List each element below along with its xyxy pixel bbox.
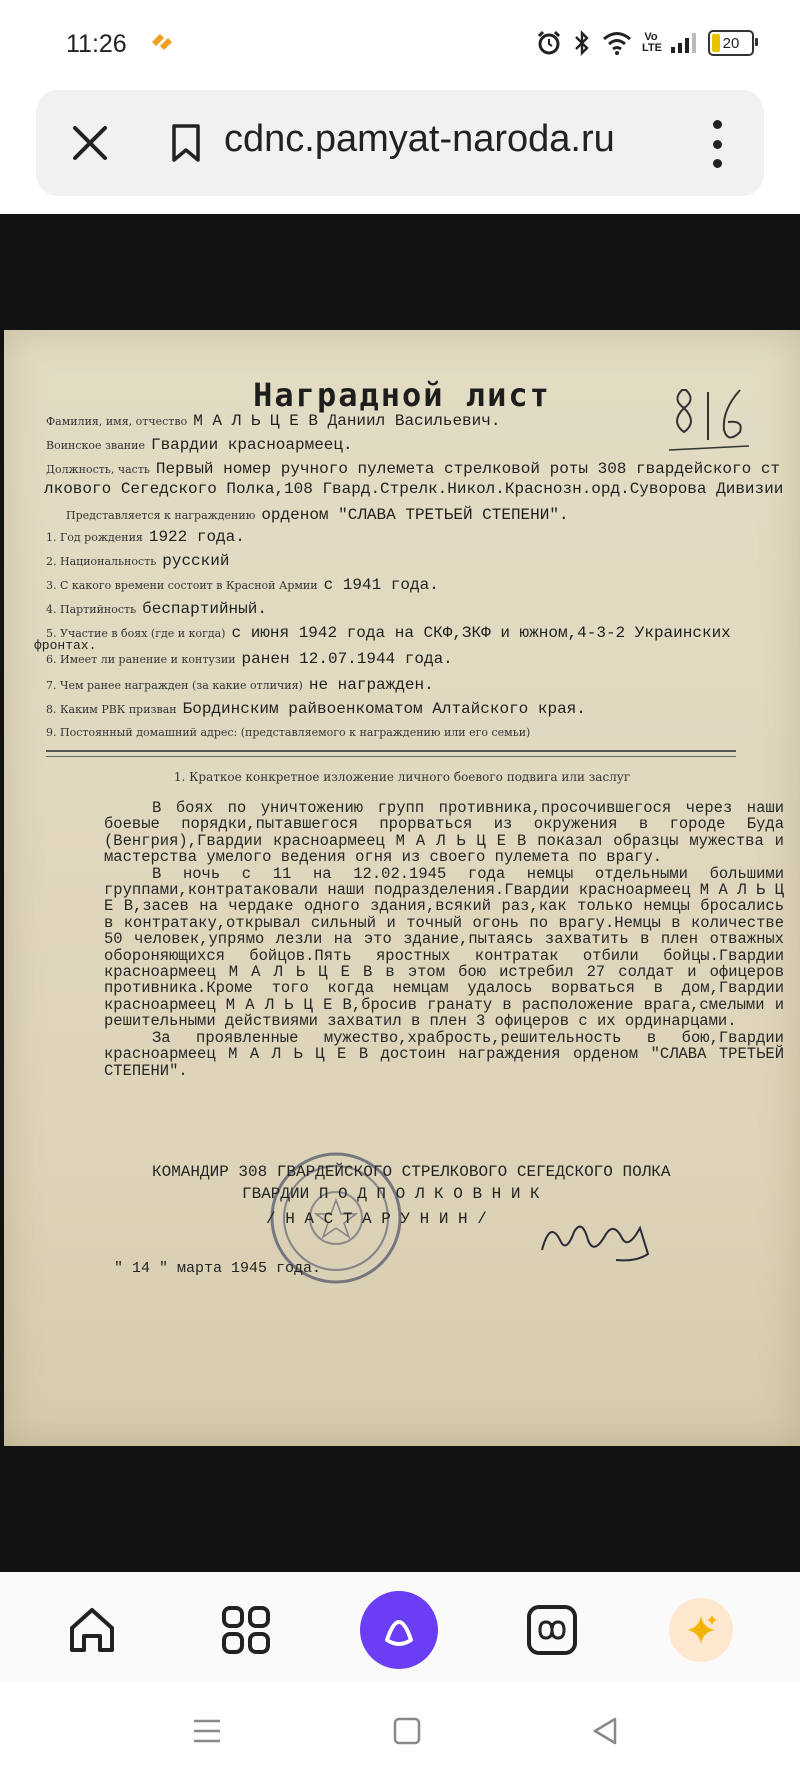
address-bar[interactable]	[36, 90, 764, 196]
name-value: М А Л Ь Ц Е В Даниил Васильевич.	[193, 412, 501, 430]
rank-label: Воинское звание	[46, 439, 145, 452]
field-army-since	[46, 576, 439, 594]
field-name	[46, 412, 500, 430]
status-bar	[0, 0, 800, 90]
signature-line-1: КОМАНДИР 308 ГВАРДЕЙСКОГО СТРЕЛКОВОГО СЕГЕДСКОГО ПОЛКА	[152, 1163, 671, 1181]
f3-value: с 1941 года.	[323, 576, 439, 594]
tabs-icon[interactable]	[516, 1594, 588, 1666]
divider	[46, 756, 736, 757]
volte-indicator: Vo LTE	[642, 31, 662, 54]
field-address	[46, 726, 530, 739]
menu-icon[interactable]	[190, 1714, 224, 1748]
f6-label: 6. Имеет ли ранение и контузии	[46, 653, 236, 666]
field-conscription	[46, 700, 586, 718]
field-rank	[46, 436, 353, 454]
wifi-icon	[602, 31, 632, 55]
narrative-paragraph: В боях по уничтожению групп противника,просочившегося через наши боевые порядки,пытавшегося прорваться из окружения в городе Буда (Венгрия),Гвардии красноармеец М А Л Ь Ц Е В показал образцы мужества и мастерства умелого ведения огня из своего пулемета по врагу.	[104, 799, 784, 867]
f5-label: 5. Участие в боях (где и когда)	[46, 627, 226, 640]
f2-value: русский	[162, 552, 230, 570]
document-viewer[interactable]	[0, 214, 800, 1572]
url-text[interactable]: cdnc.pamyat-naroda.ru	[224, 118, 615, 160]
narrative-paragraph: За проявленные мужество,храбрость,решительность в бою,Гвардии красноармеец М А Л Ь Ц Е В достоин награждения орденом "СЛАВА ТРЕТЬЕЙ СТЕПЕНИ".	[104, 1028, 784, 1080]
f2-label: 2. Национальность	[46, 555, 157, 568]
f3-label: 3. С какого времени состоит в Красной Армии	[46, 579, 318, 592]
award-value: орденом "СЛАВА ТРЕТЬЕЙ СТЕПЕНИ".	[261, 506, 569, 524]
handwritten-signature	[536, 1210, 656, 1270]
narrative-text	[104, 800, 784, 1079]
f1-value: 1922 года.	[148, 528, 245, 546]
field-position	[46, 460, 780, 478]
f8-value: Бординским райвоенкоматом Алтайского края.	[182, 700, 586, 718]
notification-icon	[148, 30, 174, 57]
system-nav-bar	[0, 1682, 800, 1777]
f4-label: 4. Партийность	[46, 603, 137, 616]
f1-label: 1. Год рождения	[46, 531, 143, 544]
browser-bottom-nav	[0, 1572, 800, 1682]
bookmark-icon[interactable]	[166, 122, 206, 164]
narrative-paragraph: В ночь с 11 на 12.02.1945 года немцы отдельными большими группами,контратаковали наши подразделения.Гвардии красноармеец М А Л Ь Ц Е В,засев на чердаке одного здания,всякий раз,как только немцы бросались в контратаку,открывал сильный и точный огонь по врагу.Немцы в количестве 50 человек,упрямо лезли на это здание,пытаясь захватить в плен отважных обороняющихся бойцов.Пять яростных контратак отбили бойцы.Гвардии красноармеец М А Л Ь Ц Е В в этом бою истребил 27 солдат и офицеров противника.Кроме того когда немцам удалось ворваться в дом,Гвардии красноармеец М А Л Ь Ц Е В,бросив гранату в расположение врага,смелыми и решительными действиями захватил в плен 3 офицеров с их ординарцами.	[104, 864, 784, 1031]
f6-value: ранен 12.07.1944 года.	[241, 650, 453, 668]
f4-value: беспартийный.	[142, 600, 267, 618]
field-previous-awards	[46, 676, 434, 694]
status-time: 11:26	[66, 30, 127, 58]
field-battles	[46, 624, 731, 642]
f9-label: 9. Постоянный домашний адрес: (представляемого к награждению или его семьи)	[46, 726, 531, 739]
apps-grid-icon[interactable]	[210, 1594, 282, 1666]
sparkle-icon[interactable]	[669, 1598, 733, 1662]
field-birth-year	[46, 528, 245, 546]
award-sheet	[4, 330, 800, 1446]
more-vert-icon[interactable]	[710, 120, 724, 168]
field-award	[66, 506, 569, 524]
position-value: Первый номер ручного пулемета стрелковой роты 308 гвардейского ст	[155, 460, 781, 478]
position-label: Должность, часть	[46, 463, 150, 476]
field-wounds	[46, 650, 453, 668]
back-triangle-icon[interactable]	[588, 1714, 622, 1748]
award-label: Представляется к награждению	[66, 509, 256, 522]
battery-icon	[708, 30, 754, 56]
field-nationality	[46, 552, 229, 570]
signal-icon	[670, 32, 698, 54]
name-label: Фамилия, имя, отчество	[46, 415, 188, 428]
battery-level: 20	[722, 34, 740, 52]
section-title: 1. Краткое конкретное изложение личного боевого подвига или заслуг	[173, 770, 631, 784]
divider	[46, 750, 736, 752]
field-party	[46, 600, 267, 618]
f5-value-2: фронтах.	[34, 638, 97, 653]
rank-value: Гвардии красноармеец.	[150, 436, 353, 454]
position-value-2: лкового Сегедского Полка,108 Гвард.Стрелк.Никол.Краснозн.орд.Суворова Дивизии	[44, 480, 784, 498]
signature-line-2: ГВАРДИИ П О Д П О Л К О В Н И К	[242, 1185, 540, 1203]
alice-icon[interactable]	[360, 1591, 438, 1669]
f8-label: 8. Каким РВК призван	[46, 703, 177, 716]
home-square-icon[interactable]	[390, 1714, 424, 1748]
f7-value: не награжден.	[308, 676, 434, 694]
field-position-cont	[44, 480, 783, 498]
bluetooth-icon	[572, 30, 592, 56]
alarm-icon	[536, 30, 562, 56]
document-date: " 14 " марта 1945 года.	[114, 1260, 322, 1277]
document-title: Наградной лист	[253, 376, 551, 414]
home-icon[interactable]	[56, 1594, 128, 1666]
signature-line-3: / Н А С Т А Р У Н И Н /	[266, 1210, 487, 1228]
f5-value: с июня 1942 года на СКФ,ЗКФ и южном,4-3-2 Украинских	[231, 624, 731, 642]
close-icon[interactable]	[70, 123, 110, 163]
f7-label: 7. Чем ранее награжден (за какие отличия)	[46, 679, 303, 692]
